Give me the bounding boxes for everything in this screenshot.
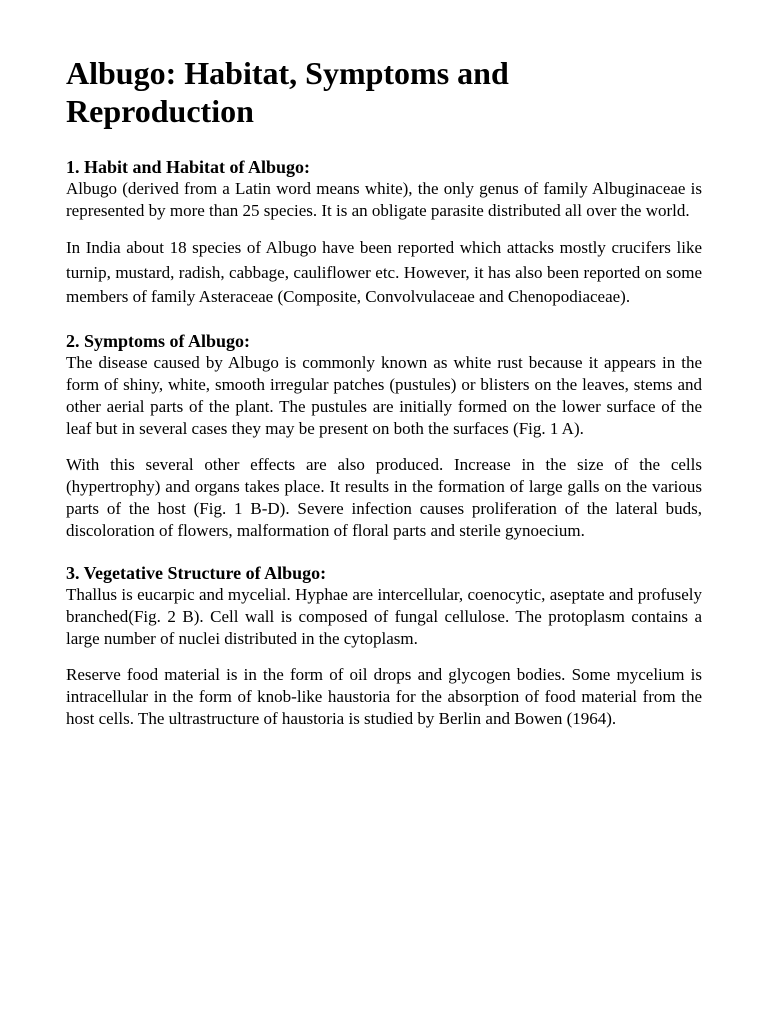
document-title: Albugo: Habitat, Symptoms and Reproduction <box>66 55 509 129</box>
section-heading: 2. Symptoms of Albugo: <box>66 330 251 351</box>
paragraph: The disease caused by Albugo is commonly known as white rust because it appears in the form of shiny, white, smooth irregular patches (pustules) or blisters on the leaves, stems and other aerial parts of the plant. The pustules are initially formed on the lower surface of the leaf but in several cases they may be present on both the surfaces (Fig. 1 A). <box>66 352 702 438</box>
section-heading: 1. Habit and Habitat of Albugo: <box>66 157 311 177</box>
section-habit-habitat <box>66 156 702 310</box>
paragraph: In India about 18 species of Albugo have been reported which attacks mostly crucifers like turnip, mustard, radish, cabbage, cauliflower etc. However, it has also been reported on some members of family Asteraceae (Composite, Convolvulaceae and Chenopodiaceae). <box>66 238 702 306</box>
paragraph: Thallus is eucarpic and mycelial. Hyphae are intercellular, coenocytic, aseptate and profusely branched(Fig. 2 B). Cell wall is composed of fungal cellulose. The protoplasm contains a large number of nuclei distributed in the cytoplasm. <box>66 584 702 648</box>
document-page <box>66 54 702 750</box>
paragraph: Reserve food material is in the form of oil drops and glycogen bodies. Some mycelium is intracellular in the form of knob-like haustoria for the absorption of food material from the host cells. The ultrastructure of haustoria is studied by Berlin and Bowen (1964). <box>66 664 702 728</box>
section-symptoms <box>66 330 702 542</box>
paragraph: Albugo (derived from a Latin word means white), the only genus of family Albuginaceae is represented by more than 25 species. It is an obligate parasite distributed all over the world. <box>66 179 702 220</box>
paragraph: With this several other effects are also produced. Increase in the size of the cells (hypertrophy) and organs takes place. It results in the formation of large galls on the various parts of the host (Fig. 1 B-D). Severe infection causes proliferation of the lateral buds, discoloration of flowers, malformation of floral parts and sterile gynoecium. <box>66 454 702 540</box>
section-vegetative-structure <box>66 562 702 730</box>
section-heading: 3. Vegetative Structure of Albugo: <box>66 562 327 583</box>
